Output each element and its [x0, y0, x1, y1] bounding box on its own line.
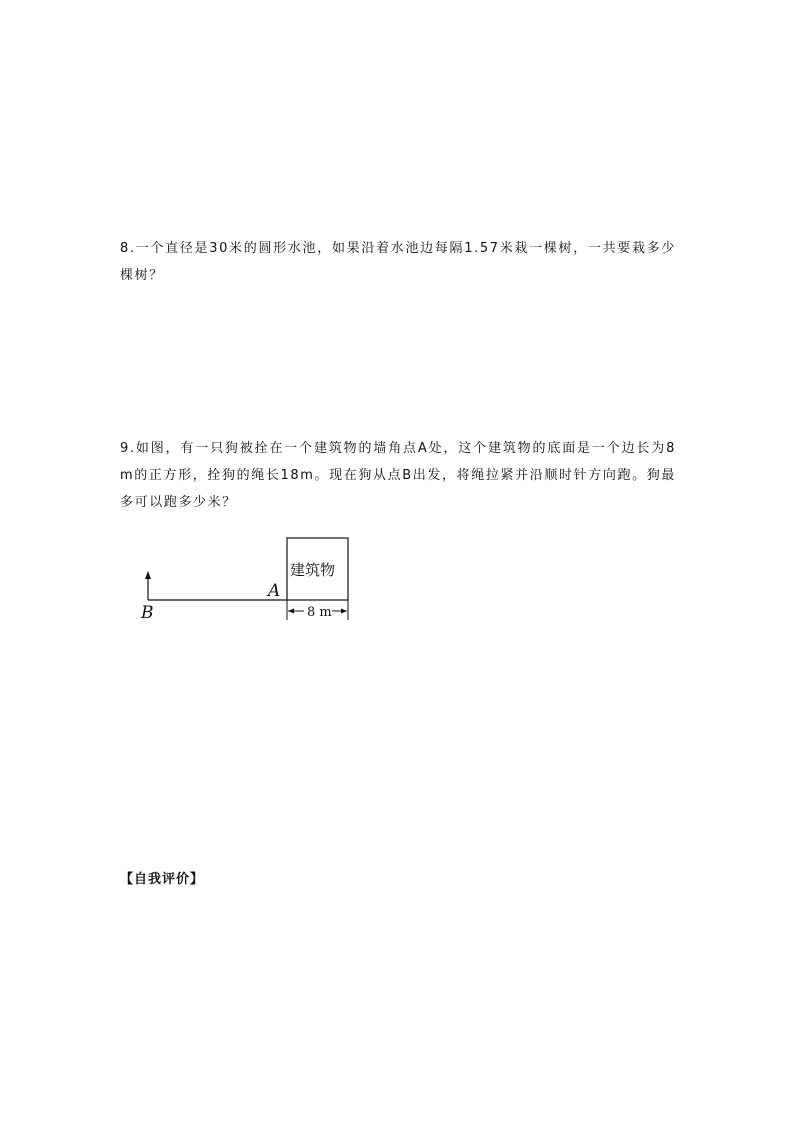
arrow-head-icon	[145, 571, 151, 579]
self-evaluation-heading: 【自我评价】	[120, 872, 205, 887]
question-number: 9.	[120, 441, 136, 456]
point-b-label: B	[141, 603, 154, 623]
dog-rope-diagram	[120, 530, 360, 630]
question-8	[120, 235, 676, 289]
question-text: 一个直径是30米的圆形水池，如果沿着水池边每隔1.57米栽一棵树，一共要栽多少棵树？	[120, 241, 676, 283]
question-number: 8.	[120, 241, 136, 256]
building-label: 建筑物	[290, 561, 336, 579]
dimension-arrow-right-icon	[341, 609, 347, 614]
dimension-label: 8 m	[307, 605, 332, 620]
dimension-arrow-left-icon	[288, 609, 294, 614]
question-9	[120, 435, 676, 516]
question-text: 如图，有一只狗被拴在一个建筑物的墙角点A处，这个建筑物的底面是一个边长为8 m的正方形，拴狗的绳长18m。现在狗从点B出发，将绳拉紧并沿顺时针方向跑。狗最多可以跑多少米？	[120, 441, 676, 510]
point-a-label: A	[268, 581, 281, 601]
